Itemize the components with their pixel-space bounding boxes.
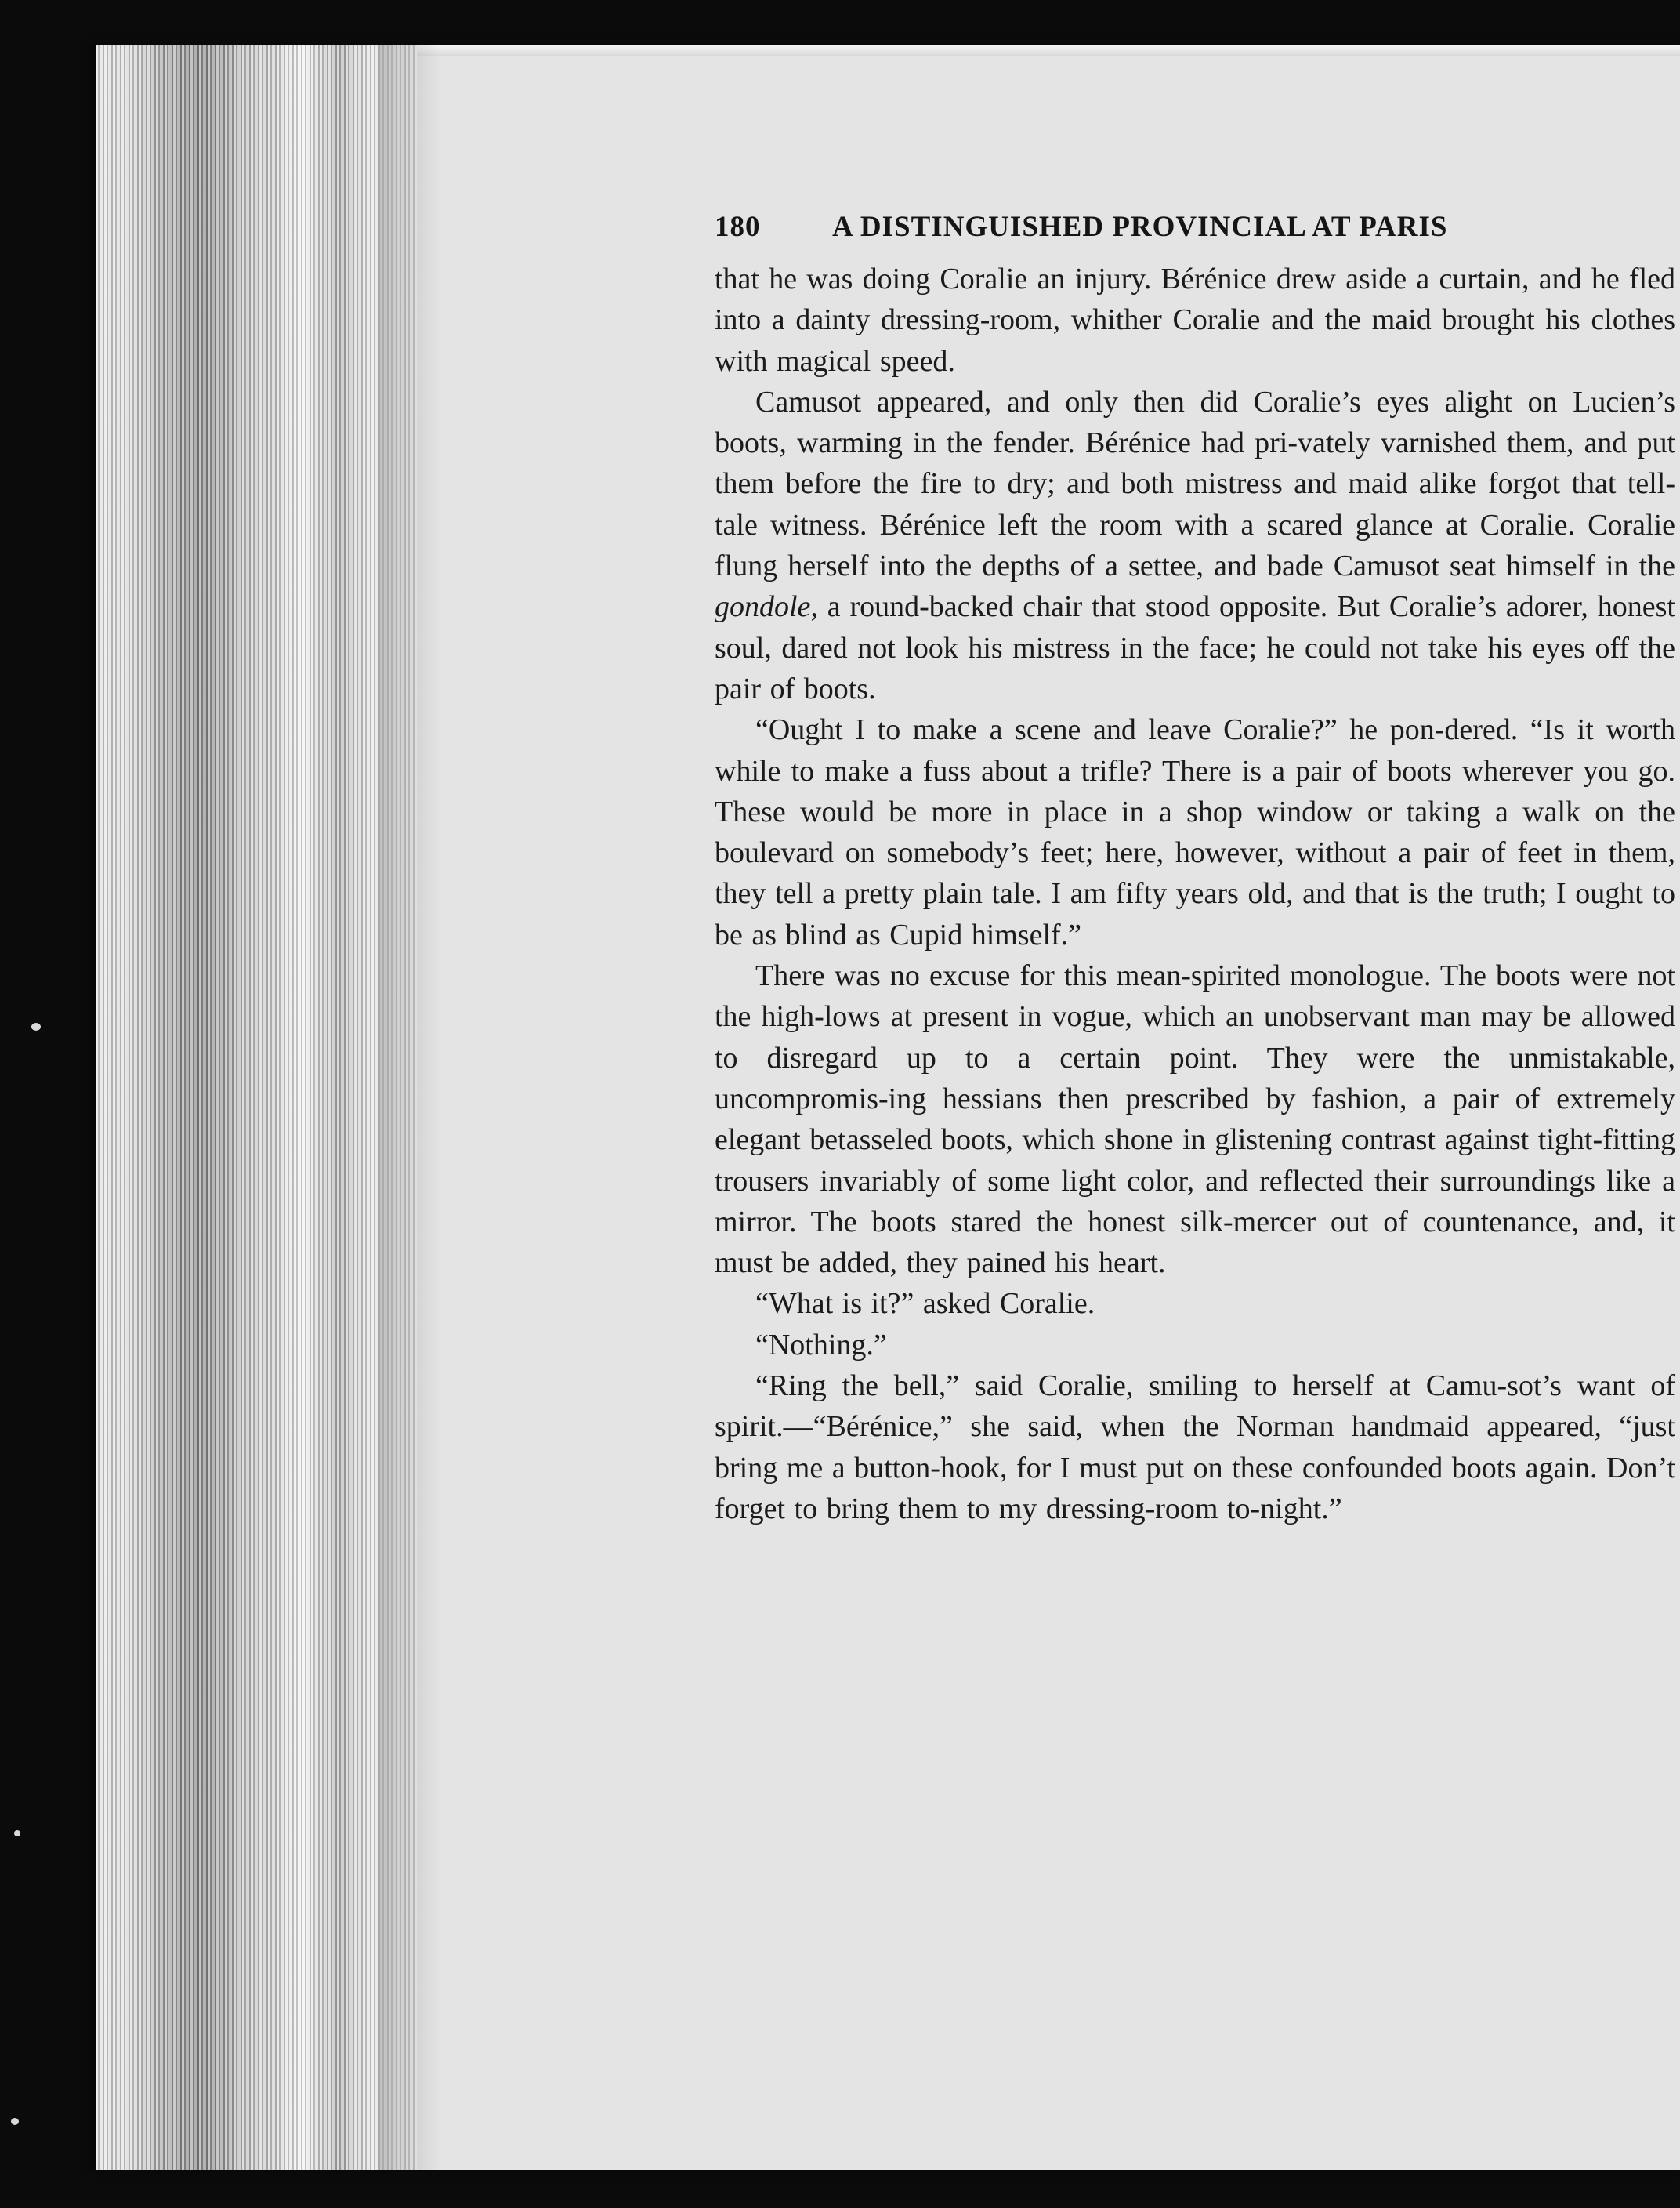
paragraph-text: “Nothing.” — [755, 1328, 887, 1361]
paragraph — [715, 1283, 1675, 1324]
page-text-column — [715, 210, 1675, 1529]
paragraph — [715, 1365, 1675, 1529]
page-number: 180 — [715, 211, 761, 243]
paragraph-text: There was no excuse for this mean-spirited monologue. The boots were not the high-lows at present in vogue, which an unobservant man may be allowed to disregard up to a certain point. They were the unmistakable, uncompromis‑ing hessians then prescribed by fashion, a pair of extremely elegant betasseled boots, which shone in glistening contrast against tight-fitting trousers invariably of some light color, and reflected their surroundings like a mirror. The boots stared the honest silk-mercer out of countenance, and, it must be added, they pained his heart. — [715, 959, 1675, 1280]
paragraph — [715, 955, 1675, 1283]
italic-text: gondole — [715, 590, 811, 624]
dust-speck — [14, 1830, 20, 1836]
dust-speck — [11, 2118, 19, 2125]
running-title: A DISTINGUISHED PROVINCIAL AT PARIS — [832, 211, 1448, 243]
running-head — [715, 210, 1675, 254]
paragraph-text: “What is it?” asked Coralie. — [755, 1287, 1095, 1321]
paragraph — [715, 382, 1675, 709]
paragraph-text: Camusot appeared, and only then did Coralie’s eyes alight on Lucien’s boots, warming in the fender. Bérénice had pri‑vately varnished them, and put them before the fire to dry; and both mistress and maid alike forgot that tell-tale witness. Bérénice left the room with a scared glance at Coralie. Coralie flung herself into the depths of a settee, and bade Camusot seat himself in the — [715, 385, 1675, 583]
paragraph — [715, 1325, 1675, 1365]
paragraph-text: “Ought I to make a scene and leave Coralie?” he pon‑dered. “Is it worth while to make a fuss about a trifle? There is a pair of boots wherever you go. These would be more in place in a shop window or taking a walk on the boulevard on somebody’s feet; here, however, without a pair of feet in them, they tell a pretty plain tale. I am fifty years old, and that is the truth; I ought to be as blind as Cupid himself.” — [715, 713, 1675, 952]
paragraph-text: , a round-backed chair that stood opposite. But Coralie’s adorer, honest soul, dared not look his mistress in the face; he could not take his eyes off the pair of boots. — [715, 590, 1675, 705]
paragraph — [715, 709, 1675, 955]
dust-speck — [31, 1023, 41, 1031]
paragraph-text: “Ring the bell,” said Coralie, smiling to herself at Camu‑sot’s want of spirit.—“Bérénice,” she said, when the Norman handmaid appeared, “just bring me a button-hook, for I must put on these confounded boots again. Don’t forget to bring them to my dressing-room to-night.” — [715, 1369, 1675, 1525]
paragraph — [715, 259, 1675, 382]
gutter-shadow — [378, 45, 440, 2170]
page-body — [715, 259, 1675, 1529]
paragraph-text: that he was doing Coralie an injury. Bérénice drew aside a curtain, and he fled into a dainty dressing-room, whither Coralie and the maid brought his clothes with magical speed. — [715, 263, 1675, 378]
page-edges-stack — [96, 45, 417, 2170]
